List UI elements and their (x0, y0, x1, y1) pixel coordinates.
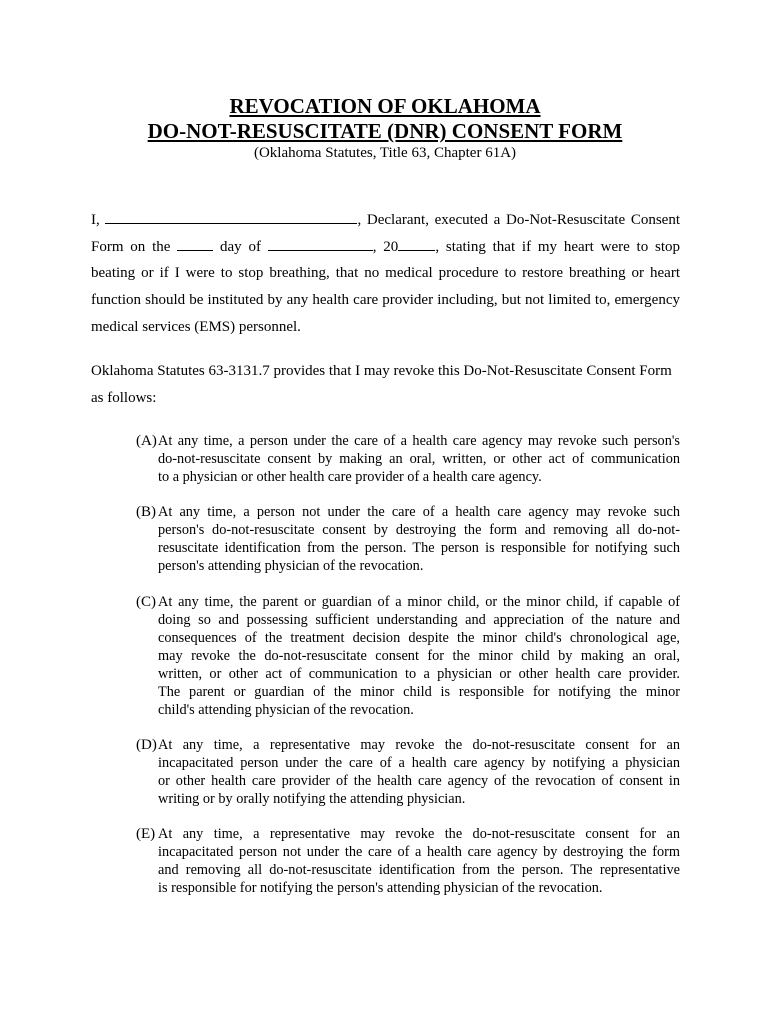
statute-intro-line-1: Oklahoma Statutes 63-3131.7 provides that I may revoke this Do-Not-Resuscitate Consent Form (91, 363, 672, 379)
month-blank[interactable] (268, 236, 373, 251)
year-blank[interactable] (398, 236, 435, 251)
declaration-line-1 (91, 209, 680, 230)
provision-d-line: incapacitated person under the care of a health care agency by notifying a physician (158, 755, 680, 771)
form-title-line-2: DO-NOT-RESUSCITATE (DNR) CONSENT FORM (147, 119, 623, 143)
provision-d-letter: (D) (136, 737, 157, 753)
provision-b-line: resuscitate identification from the person. The person is responsible for notifying such (158, 540, 680, 556)
declaration-line-5: medical services (EMS) personnel. (91, 319, 301, 335)
provision-d-line: At any time, a representative may revoke the do-not-resuscitate consent for an (158, 737, 680, 753)
form-subtitle: (Oklahoma Statutes, Title 63, Chapter 61A) (253, 145, 517, 161)
declaration-line-3: beating or if I were to stop breathing, that no medical procedure to restore breathing or heart (91, 265, 680, 281)
declaration-after-name: , Declarant, executed a Do-Not-Resuscitate Consent (357, 212, 680, 228)
provision-c-line: The parent or guardian of the minor child is responsible for notifying the minor (158, 684, 680, 700)
provision-e-line: incapacitated person not under the care of a health care agency by destroying the form (158, 844, 680, 860)
declaration-line-4: function should be instituted by any health care provider including, but not limited to, emergency (91, 292, 680, 308)
provision-b-line: person's attending physician of the revocation. (158, 558, 424, 574)
provision-e-line: and removing all do-not-resuscitate identification from the person. The representative (158, 862, 680, 878)
provision-c-line: At any time, the parent or guardian of a minor child, or the minor child, if capable of (158, 594, 680, 610)
stating-text: , stating that if my heart were to stop (435, 239, 681, 255)
day-of-text: day of (220, 239, 261, 255)
provision-b-line: At any time, a person not under the care of a health care agency may revoke such (158, 504, 680, 520)
day-blank[interactable] (177, 236, 213, 251)
provision-c-line: consequences of the treatment decision despite the minor child's chronological age, (158, 630, 680, 646)
comma-20-text: , 20 (372, 239, 399, 255)
provision-d-line: or other health care provider of the health care agency of the revocation of consent in (158, 773, 680, 789)
provision-a-line: to a physician or other health care provider of a health care agency. (158, 469, 542, 485)
provision-a-letter: (A) (136, 433, 157, 449)
form-on-the-text: Form on the (91, 239, 171, 255)
declaration-line-2 (91, 236, 680, 257)
declarant-name-blank[interactable] (105, 209, 357, 224)
provision-a-line: do-not-resuscitate consent by making an oral, written, or other act of communication (158, 451, 680, 467)
statute-intro-line-2: as follows: (91, 390, 157, 406)
provision-e-line: is responsible for notifying the person's attending physician of the revocation. (158, 880, 603, 896)
provision-c-line: may revoke the do-not-resuscitate consent for the minor child by making an oral, (158, 648, 680, 664)
provision-a-line: At any time, a person under the care of a health care agency may revoke such person's (158, 433, 680, 449)
provision-c-line: child's attending physician of the revocation. (158, 702, 414, 718)
provision-c-line: written, or other act of communication to a physician or other health care provider. (158, 666, 680, 682)
provision-b-line: person's do-not-resuscitate consent by destroying the form and removing all do-not- (158, 522, 680, 538)
declaration-prefix: I, (91, 212, 100, 228)
form-title-line-1: REVOCATION OF OKLAHOMA (229, 94, 541, 118)
provision-b-letter: (B) (136, 504, 156, 520)
provision-c-letter: (C) (136, 594, 156, 610)
provision-c-line: doing so and possessing sufficient understanding and appreciation of the nature and (158, 612, 680, 628)
provision-e-line: At any time, a representative may revoke the do-not-resuscitate consent for an (158, 826, 680, 842)
provision-e-letter: (E) (136, 826, 156, 842)
provision-d-line: writing or by orally notifying the attending physician. (158, 791, 466, 807)
